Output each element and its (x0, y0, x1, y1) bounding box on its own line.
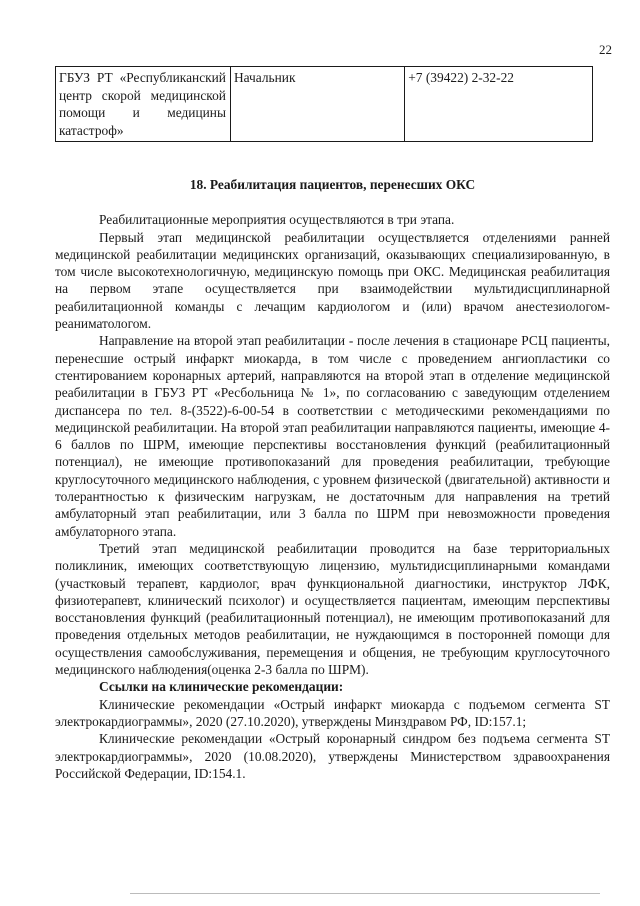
position-cell: Начальник (230, 67, 404, 142)
reference-item: Клинические рекомендации «Острый коронарный синдром без подъема сегмента ST электрокардиограммы», 2020 (10.08.2020), утверждены Министерством здравоохранения Российской Федерации, ID:154.1. (55, 731, 610, 781)
section-heading: 18. Реабилитация пациентов, перенесших ОКС (189, 177, 476, 192)
paragraph-first-stage: Первый этап медицинской реабилитации осуществляется отделениями ранней медицинской реабилитации медицинских организаций, оказывающих специализированную, в том числе высокотехнологичную, медицинскую помощь при ОКС. Медицинская реабилитация на первом этапе осуществляется при взаимодействии мультидисциплинарной реабилитационной команды с лечащим кардиологом и (или) врачом анестезиологом- реаниматологом. (55, 229, 610, 332)
table-row (56, 67, 593, 142)
page-number: 22 (599, 42, 612, 57)
section-content (55, 176, 610, 782)
paragraph-second-stage: Направление на второй этап реабилитации - после лечения в стационаре РСЦ пациенты, перенесшие острый инфаркт миокарда, в том числе с проведением ангиопластики со стентированием коронарных артерий, направляются на второй этап в отделение медицинской реабилитации в ГБУЗ РТ «Ресбольница № 1», по согласованию с заведующим отделением диспансера по тел. 8-(3522)-6-00-54 в соответствии с методическими рекомендациями по медицинской реабилитации. На второй этап реабилитации направляются пациенты, имеющие 4-6 баллов по ШРМ, имеющие перспективы восстановления функций (реабилитационный потенциал), не имеющие противопоказаний для проведения реабилитации, требующие круглосуточного медицинского наблюдения, с уровнем физической (двигательной) активности и толерантностью к физическим нагрузкам, не достаточным для направления на третий амбулаторный этап реабилитации, или 3 балла по ШРМ при невозможности проведения амбулаторного этапа. (55, 333, 610, 539)
references-heading: Ссылки на клинические рекомендации: (99, 679, 344, 695)
footer-divider (130, 893, 600, 894)
contact-table (55, 66, 593, 142)
paragraph-stages: Реабилитационные мероприятия осуществляются в три этапа. (99, 212, 455, 228)
paragraph-third-stage: Третий этап медицинской реабилитации проводится на базе территориальных поликлиник, имеющих соответствующую лицензию, мультидисциплинарными командами (участковый терапевт, кардиолог, врач функциональной диагностики, инструктор ЛФК, физиотерапевт, клинический психолог) и осуществляется пациентам, имеющим перспективы восстановления функций (реабилитационный потенциал), не имеющим противопоказаний для проведения отдельных методов реабилитации, не нуждающимся в посторонней помощи для осуществления самообслуживания, перемещения и общения, не требующим круглосуточного медицинского наблюдения(оценка 2-3 балла по ШРМ). (55, 540, 610, 678)
phone-cell: +7 (39422) 2-32-22 (405, 67, 593, 142)
reference-item: Клинические рекомендации «Острый инфаркт миокарда с подъемом сегмента ST электрокардиограммы», 2020 (27.10.2020), утверждены Минздравом РФ, ID:157.1; (55, 696, 610, 729)
organization-name: ГБУЗ РТ «Республиканский центр скорой медицинской помощи и медицины катастроф» (59, 70, 226, 138)
organization-cell (56, 67, 231, 142)
